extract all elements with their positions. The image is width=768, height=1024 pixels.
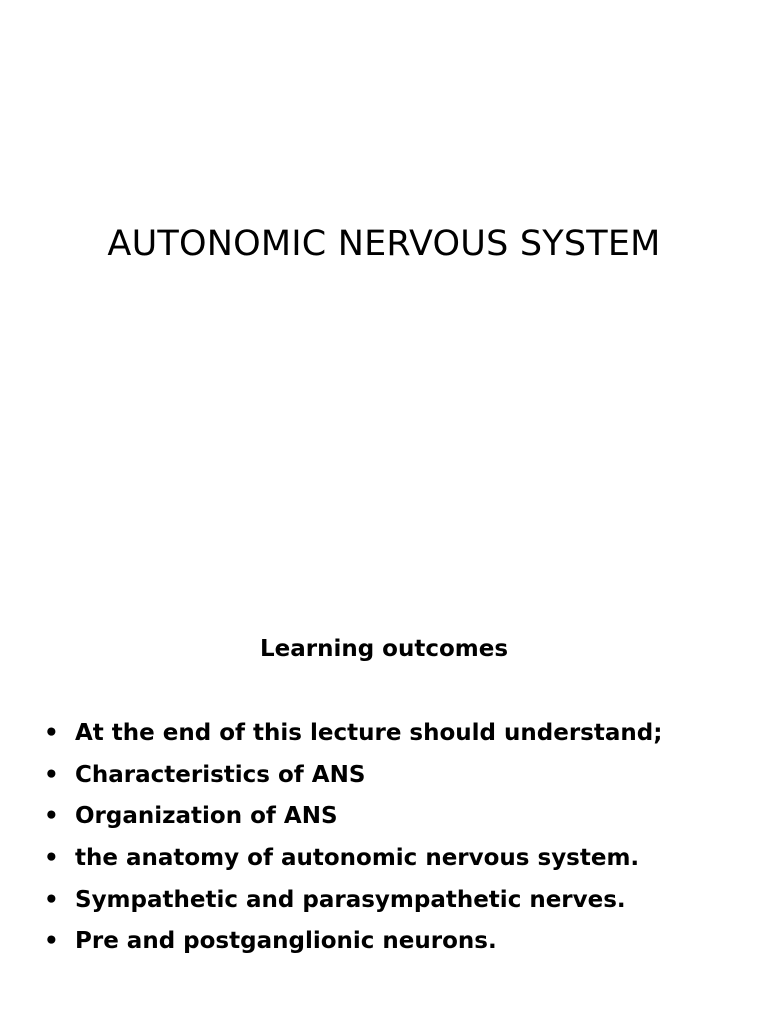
list-item — [44, 838, 744, 880]
bullet-icon: • — [44, 761, 59, 788]
list-item — [44, 796, 744, 838]
list-item-text: the anatomy of autonomic nervous system. — [75, 845, 640, 872]
title-area — [0, 218, 768, 270]
bullet-icon: • — [44, 720, 59, 746]
list-item-text: Organization of ANS — [75, 803, 338, 830]
slide-title: AUTONOMIC NERVOUS SYSTEM — [107, 224, 661, 264]
list-item-text: Sympathetic and parasympathetic nerves. — [75, 886, 626, 913]
list-item-text: Pre and postganglionic neurons. — [75, 928, 497, 955]
list-item — [44, 921, 744, 963]
bullet-icon: • — [44, 928, 59, 955]
bullet-icon: • — [44, 803, 59, 830]
bullet-icon: • — [44, 886, 59, 913]
list-item — [44, 880, 744, 922]
list-item — [44, 755, 744, 797]
list-item — [44, 713, 744, 755]
learning-outcomes-list — [44, 713, 744, 963]
bullet-icon: • — [44, 845, 59, 872]
learning-outcomes-heading: Learning outcomes — [259, 636, 509, 662]
list-item-text: At the end of this lecture should understand; — [75, 720, 663, 746]
subtitle-area — [0, 630, 768, 668]
list-item-text: Characteristics of ANS — [75, 761, 366, 788]
